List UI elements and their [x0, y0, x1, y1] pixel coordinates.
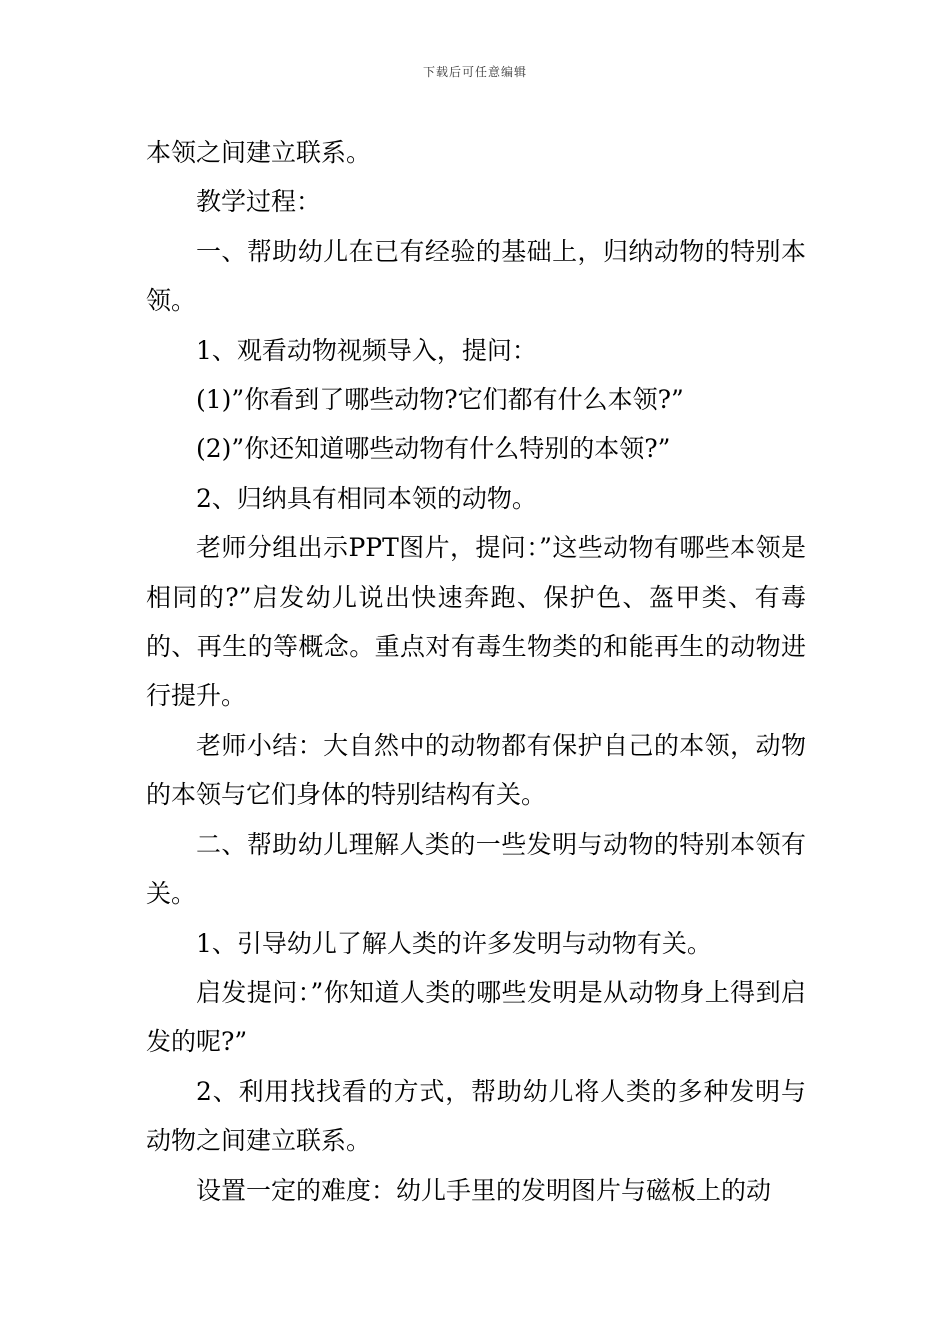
paragraph: 本领之间建立联系。: [146, 138, 372, 167]
body-text: [146, 128, 806, 1215]
paragraph: 1、引导幼儿了解人类的许多发明与动物有关。: [196, 928, 712, 958]
paragraph: 2、利用找找看的方式，帮助幼儿将人类的多种发明与动物之间建立联系。: [146, 1076, 806, 1156]
paragraph: 老师分组出示PPT图片，提问：”这些动物有哪些本领是相同的?”启发幼儿说出快速奔跑、保护色、盔甲类、有毒的、再生的等概念。重点对有毒生物类的和能再生的动物进行提升。: [146, 533, 806, 711]
paragraph: (2)”你还知道哪些动物有什么特别的本领?”: [196, 434, 671, 464]
paragraph: 二、帮助幼儿理解人类的一些发明与动物的特别本领有关。: [146, 829, 806, 909]
paragraph: 老师小结：大自然中的动物都有保护自己的本领，动物的本领与它们身体的特别结构有关。: [146, 730, 806, 810]
paragraph: 2、归纳具有相同本领的动物。: [196, 483, 537, 513]
paragraph: 1、观看动物视频导入，提问：: [196, 335, 537, 365]
page-header: 下载后可任意编辑: [422, 65, 527, 79]
paragraph: 教学过程：: [196, 187, 322, 217]
paragraph: 启发提问：”你知道人类的哪些发明是从动物身上得到启发的呢?”: [146, 977, 806, 1057]
paragraph: (1)”你看到了哪些动物?它们都有什么本领?”: [196, 385, 684, 415]
paragraph: 一、帮助幼儿在已有经验的基础上，归纳动物的特别本领。: [146, 236, 806, 316]
paragraph: 设置一定的难度：幼儿手里的发明图片与磁板上的动: [196, 1175, 772, 1205]
